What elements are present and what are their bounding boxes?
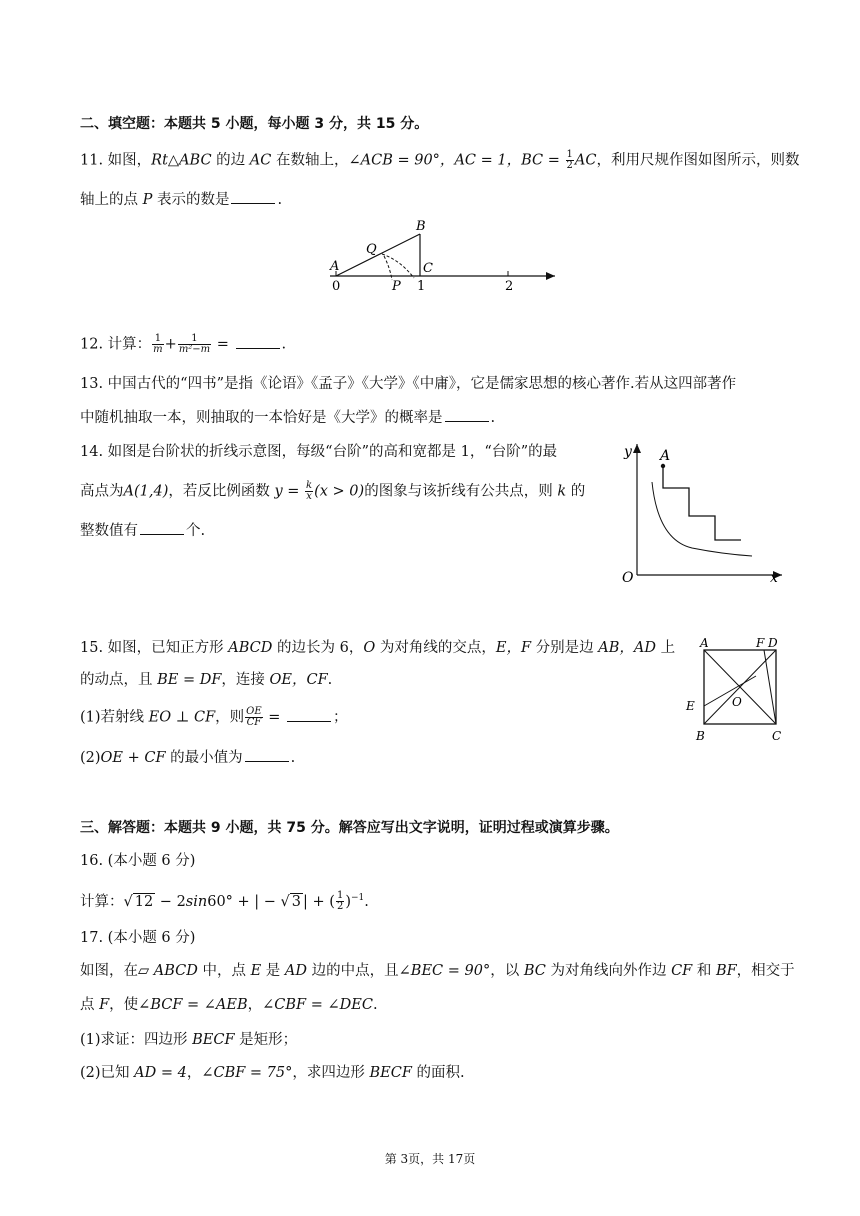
- label-A: A: [330, 259, 340, 274]
- label-P: P: [392, 279, 401, 294]
- answer-blank-15-1: [287, 709, 331, 722]
- question-13-line-1: 13. 中国古代的“四书”是指《论语》《孟子》《大学》《中庸》，它是儒家思想的核心著作.若从这四部著作: [80, 376, 737, 392]
- question-11-line-1: 11. 如图，Rt△ABC 的边 AC 在数轴上，∠ACB = 90°，AC = 1，BC = $\frac{1}{2}$ AC，利用尺规作图如图所示，则数: [80, 149, 800, 171]
- fraction-half: $\frac{1}{2}$: [566, 149, 573, 171]
- page-footer: 第 3页，共 17页: [384, 1152, 476, 1166]
- section-2-heading: 二、填空题：本题共 5 小题，每小题 3 分，共 15 分。: [80, 116, 429, 132]
- answer-blank-14: [140, 522, 184, 535]
- label-C: C: [772, 729, 782, 743]
- q14-staircase-figure: [612, 440, 792, 590]
- label-O: O: [732, 695, 742, 709]
- point-A-label: A: [660, 448, 671, 464]
- label-Q: Q: [366, 242, 377, 257]
- question-16-title: 16. (本小题 6 分): [80, 853, 196, 869]
- section-3-heading: 三、解答题：本题共 9 小题，共 75 分。解答应写出文字说明，证明过程或演算步骤。: [80, 820, 619, 836]
- q15-square-figure: [684, 636, 794, 751]
- question-17-line-2: 点 F，使∠BCF = ∠AEB，∠CBF = ∠DEC.: [80, 997, 378, 1013]
- question-14-line-2: 高点为A(1,4)，若反比例函数 y = $\frac{k}{x}$ (x > 0)的图象与该折线有公共点，则 k 的: [80, 480, 586, 502]
- question-14-line-3: 整数值有 个.: [80, 523, 206, 539]
- question-17-part-2: (2)已知 AD = 4，∠CBF = 75°，求四边形 BECF 的面积.: [80, 1065, 465, 1081]
- question-14-line-1: 14. 如图是台阶状的折线示意图，每级“台阶”的高和宽都是 1，“台阶”的最: [80, 444, 558, 460]
- origin-label: O: [622, 570, 634, 586]
- question-11-line-2: 轴上的点 P 表示的数是 .: [80, 192, 283, 208]
- question-15-part-2: (2)OE + CF 的最小值为 .: [80, 750, 296, 766]
- question-12: 12. 计算： $\frac{1}{m}$ + $\frac{1}{\text{m²−m}}$ = .: [80, 333, 287, 355]
- tick-1: 1: [417, 279, 426, 294]
- label-C: C: [423, 261, 433, 276]
- axis-y-label: y: [624, 444, 632, 460]
- label-B: B: [696, 729, 705, 743]
- question-15-line-1: 15. 如图，已知正方形 ABCD 的边长为 6，O 为对角线的交点，E，F 分别是边 AB，AD 上: [80, 640, 676, 656]
- label-A: A: [700, 636, 709, 650]
- label-B: B: [416, 219, 426, 234]
- axis-x-label: x: [770, 570, 778, 586]
- question-15-line-2: 的动点，且 BE = DF，连接 OE，CF.: [80, 672, 333, 688]
- answer-blank-15-2: [245, 749, 289, 762]
- label-E: E: [686, 699, 695, 713]
- answer-blank-11: [231, 191, 275, 204]
- question-16-expression: 计算：√ 12 − 2sin60° + | − √ 3 | + ( $\frac{1}{2}$ )$^{-1}$.: [80, 890, 369, 913]
- question-17-line-1: 如图，在▱ ABCD 中，点 E 是 AD 边的中点，且∠BEC = 90°，以 BC 为对角线向外作边 CF 和 BF，相交于: [80, 963, 795, 979]
- question-15-part-1: (1)若射线 EO ⊥ CF，则 $\frac{OE}{CF}$ = ；: [80, 706, 348, 728]
- question-17-part-1: (1)求证：四边形 BECF 是矩形；: [80, 1032, 298, 1048]
- label-D: D: [768, 636, 778, 650]
- tick-2: 2: [505, 279, 514, 294]
- answer-blank-13: [445, 409, 489, 422]
- q11-number-line-figure: [300, 218, 560, 298]
- answer-blank-12: [236, 336, 280, 349]
- question-13-line-2: 中随机抽取一本，则抽取的一本恰好是《大学》的概率是 .: [80, 410, 496, 426]
- question-17-title: 17. (本小题 6 分): [80, 930, 196, 946]
- label-F: F: [756, 636, 765, 650]
- tick-0: 0: [332, 279, 341, 294]
